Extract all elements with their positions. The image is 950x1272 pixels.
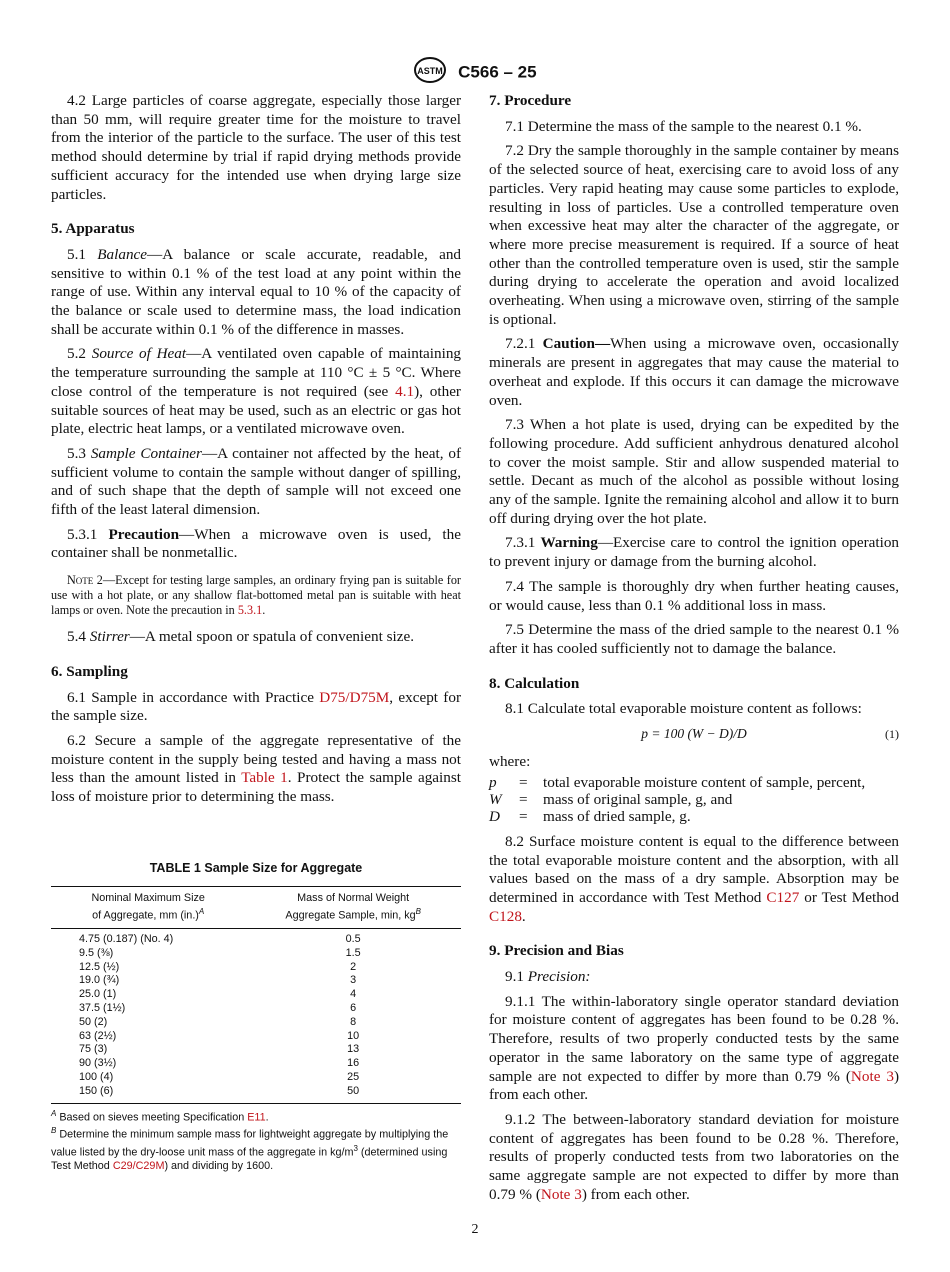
variable-definition [489, 774, 899, 791]
table-cell-size: 19.0 (¾) [79, 974, 120, 987]
table-row [51, 1057, 461, 1071]
variable-sym: p [489, 773, 497, 791]
table-cell-mass: 13 [347, 1043, 360, 1056]
table-row [51, 947, 461, 961]
paragraph-7-5: 7.5 Determine the mass of the dried sample to the nearest 0.1 % after it has cooled sufficiently not to damage the balance. [489, 621, 899, 657]
variable-eq: = [519, 773, 528, 791]
table-title: TABLE 1 Sample Size for Aggregate [149, 860, 363, 875]
table-row [51, 1071, 461, 1085]
table-cell-size: 100 (4) [79, 1071, 114, 1084]
table-cell-size: 12.5 (½) [79, 960, 120, 973]
variable-eq: = [519, 790, 528, 808]
table-cell-size: 4.75 (0.187) (No. 4) [79, 933, 174, 946]
table-row [51, 988, 461, 1002]
table-footnote-b: $^B$ Determine the minimum sample mass for lightweight aggregate by multiplying the value listed by the dry-loose unit mass of the aggregate in $kg/m^3$ (determined using Test Method C29/C29M) and dividing by 1600. [51, 1126, 449, 1173]
link-c128[interactable]: C128 [489, 907, 522, 925]
section-heading-apparatus: 5. Apparatus [51, 220, 135, 238]
paragraph-5-3-1: 5.3.1 Precaution—When a microwave oven is used, the container shall be nonmetallic. [51, 525, 461, 562]
equation-number: (1) [885, 727, 899, 742]
right-column [489, 92, 899, 1210]
table-cell-size: 63 (2½) [79, 1029, 117, 1042]
table-header-size: Nominal Maximum Size of Aggregate, mm $(in.)^A$ [51, 886, 245, 929]
page-header [0, 56, 950, 89]
paragraph-5-2: 5.2 Source of Heat—A ventilated oven capable of maintaining the temperature surrounding the sample at 110 °C ± 5 °C. Where close control of the temperature is not required (see 4.1), other suitable sources of heat may be used, such as an electric or gas hot plate, electric heat lamps, or a ventilated microwave oven. [51, 345, 462, 438]
table-cell-size: 150 (6) [51, 1085, 245, 1103]
table-cell-size: 90 (3½) [79, 1057, 117, 1070]
table-cell-mass: 0.5 [345, 933, 361, 946]
paragraph-5-4: 5.4 Stirrer—A metal spoon or spatula of convenient size. [67, 628, 415, 646]
table-cell-mass: 50 [245, 1085, 461, 1103]
link-e11[interactable]: E11 [247, 1111, 266, 1124]
table-header-mass: Mass of Normal Weight Aggregate Sample, min, $kg^B$ [245, 886, 461, 929]
table-cell-size: 9.5 (⅜) [79, 946, 114, 959]
table-cell-mass: 8 [350, 1015, 357, 1028]
table-cell-size: 37.5 (1½) [79, 1002, 126, 1015]
paragraph-5-1: 5.1 Balance—A balance or scale accurate, readable, and sensitive to within 0.1 % of the test load at any point within the range of use. Within any interval equal to 10 % of the capacity of the balance or scale used to determine mass, the load indication shall be accurate within 0.1 % of the difference in masses. [51, 245, 462, 338]
note-2: Note 2—Except for testing large samples, an ordinary frying pan is suitable for use with a hot plate, or any shallow flat-bottomed metal pan is suitable with heat lamps or oven. Note the precaution in 5.3.1. [51, 573, 461, 618]
section-heading-precision: 9. Precision and Bias [489, 942, 624, 960]
paragraph-8-2: 8.2 Surface moisture content is equal to the difference between the total evaporable moisture content and the absorption, with all values based on the mass of a dry sample. Absorption may be determined in accordance with Test Method C127 or Test Method C128. [489, 832, 899, 925]
variable-eq: = [519, 807, 528, 825]
section-heading-sampling: 6. Sampling [51, 662, 128, 680]
paragraph-9-1-1: 9.1.1 The within-laboratory single operator standard deviation for moisture content of aggregates has been found to be 0.28 %. Therefore, results of two properly conducted tests by the same operator in the same laboratory on the same type of aggregate sample are not expected to differ by more than 0.79 % (Note 3) from each other. [489, 992, 899, 1104]
link-4-1[interactable]: 4.1 [395, 382, 415, 400]
page-number: 2 [471, 1222, 479, 1237]
link-note-3[interactable]: Note 3 [850, 1067, 894, 1085]
variable-definition [489, 808, 899, 825]
paragraph-4-2: 4.2 Large particles of coarse aggregate, especially those larger than 50 mm, will require greater time for the moisture to travel from the interior of the particle to the surface. The user of this test method should determine by trial if rapid drying methods provide sufficient accuracy for the intended use when drying large size particles. [51, 92, 461, 203]
table-row [51, 1002, 461, 1016]
section-heading-calculation: 8. Calculation [489, 674, 580, 692]
paragraph-9-1: 9.1 Precision: [505, 968, 591, 986]
table-row [51, 961, 461, 975]
table-footnote-a: $^A$ Based on sieves meeting Specification E11. [51, 1108, 269, 1124]
table-cell-size: 75 (3) [79, 1043, 108, 1056]
astm-logo-icon [413, 56, 447, 89]
variable-desc: mass of original sample, g, and [543, 790, 733, 808]
variable-definition [489, 791, 899, 808]
paragraph-7-3-1: 7.3.1 Warning—Exercise care to control the ignition operation to prevent injury or damage from the burning alcohol. [489, 534, 900, 571]
variable-sym: W [489, 790, 502, 808]
variable-desc: mass of dried sample, g. [543, 807, 691, 825]
left-column [51, 92, 461, 1173]
svg-text:ASTM: ASTM [417, 66, 444, 76]
table-cell-mass: 1.5 [345, 946, 361, 959]
variable-list [489, 774, 899, 825]
table-row [51, 1085, 461, 1103]
equation-text: p = 100 (W − D)/D [641, 726, 747, 742]
table-row [51, 1030, 461, 1044]
table-cell-mass: 10 [347, 1029, 360, 1042]
table-row [51, 1043, 461, 1057]
paragraph-6-1: 6.1 Sample in accordance with Practice D75/D75M, except for the sample size. [51, 688, 461, 725]
paragraph-7-2: 7.2 Dry the sample thoroughly in the sample container by means of the selected source of heat, exercising care to avoid loss of any particles. Very rapid heating may cause some particles to explode, resulting in loss of particles. Use a controlled temperature oven when excessive heat may alter the character of the aggregate, or where more precise measurement is required. If a source of heat other than the controlled temperature oven is used, stir the sample during drying to accelerate the operation and avoid localized overheating. When using a microwave oven, stirring of the sample is optional. [489, 142, 899, 328]
paragraph-7-2-1: 7.2.1 Caution—When using a microwave oven, occasionally minerals are present in aggregates that may cause the material to overheat and explode. If this occurs it can damage the microwave oven. [489, 335, 899, 409]
table-cell-mass: 6 [350, 1002, 357, 1015]
paragraph-9-1-2: 9.1.2 The between-laboratory standard deviation for moisture content of aggregates has been found to be 0.28 %. Therefore, results of properly conducted tests from two laboratories on the same aggregate sample are not expected to differ by more than 0.79 % (Note 3) from each other. [489, 1110, 899, 1203]
table-cell-mass: 25 [347, 1071, 360, 1084]
link-c127[interactable]: C127 [766, 888, 800, 906]
table-cell-size: 50 (2) [79, 1015, 108, 1028]
table-row [51, 1016, 461, 1030]
paragraph-8-1: 8.1 Calculate total evaporable moisture content as follows: [505, 700, 862, 718]
table-cell-mass: 4 [350, 988, 357, 1001]
link-5-3-1[interactable]: 5.3.1 [237, 603, 263, 618]
table-row [51, 974, 461, 988]
table-cell-mass: 3 [350, 974, 357, 987]
table-row [51, 929, 461, 947]
variable-sym: D [489, 807, 500, 825]
link-note-3[interactable]: Note 3 [540, 1185, 582, 1203]
where-label: where: [489, 753, 531, 771]
table-cell-mass: 16 [347, 1057, 360, 1070]
paragraph-6-2: 6.2 Secure a sample of the aggregate representative of the moisture content in the supply being tested and having a mass not less than the amount listed in Table 1. Protect the sample against loss of moisture prior to determining the mass. [51, 731, 461, 806]
equation-1 [489, 725, 899, 747]
link-c29[interactable]: C29/C29M [112, 1160, 165, 1173]
table-cell-mass: 2 [350, 960, 357, 973]
paragraph-7-1: 7.1 Determine the mass of the sample to the nearest 0.1 %. [505, 117, 862, 135]
paragraph-7-3: 7.3 When a hot plate is used, drying can be expedited by the following procedure. Add sufficient anhydrous denatured alcohol to cover the moist sample. Stir and allow suspended material to settle. Decant as much of the alcohol as possible without losing any of the sample. Ignite the remaining alcohol and allow it to burn off during drying over the hot plate. [489, 416, 899, 527]
table-1 [51, 859, 461, 1174]
section-heading-procedure: 7. Procedure [489, 92, 572, 109]
link-d75[interactable]: D75/D75M [319, 688, 390, 706]
link-table-1[interactable]: Table 1 [241, 769, 288, 787]
table-cell-size: 25.0 (1) [79, 988, 117, 1001]
variable-desc: total evaporable moisture content of sample, percent, [543, 773, 866, 791]
sample-size-table [51, 886, 461, 1104]
document-code: C566 – 25 [458, 62, 537, 82]
paragraph-5-3: 5.3 Sample Container—A container not affected by the heat, of sufficient volume to contain the sample without danger of spilling, and of such shape that the depth of sample will not exceed one fifth of the least lateral dimension. [51, 444, 462, 519]
paragraph-7-4: 7.4 The sample is thoroughly dry when further heating causes, or would cause, less than 0.1 % additional loss in mass. [489, 577, 899, 614]
